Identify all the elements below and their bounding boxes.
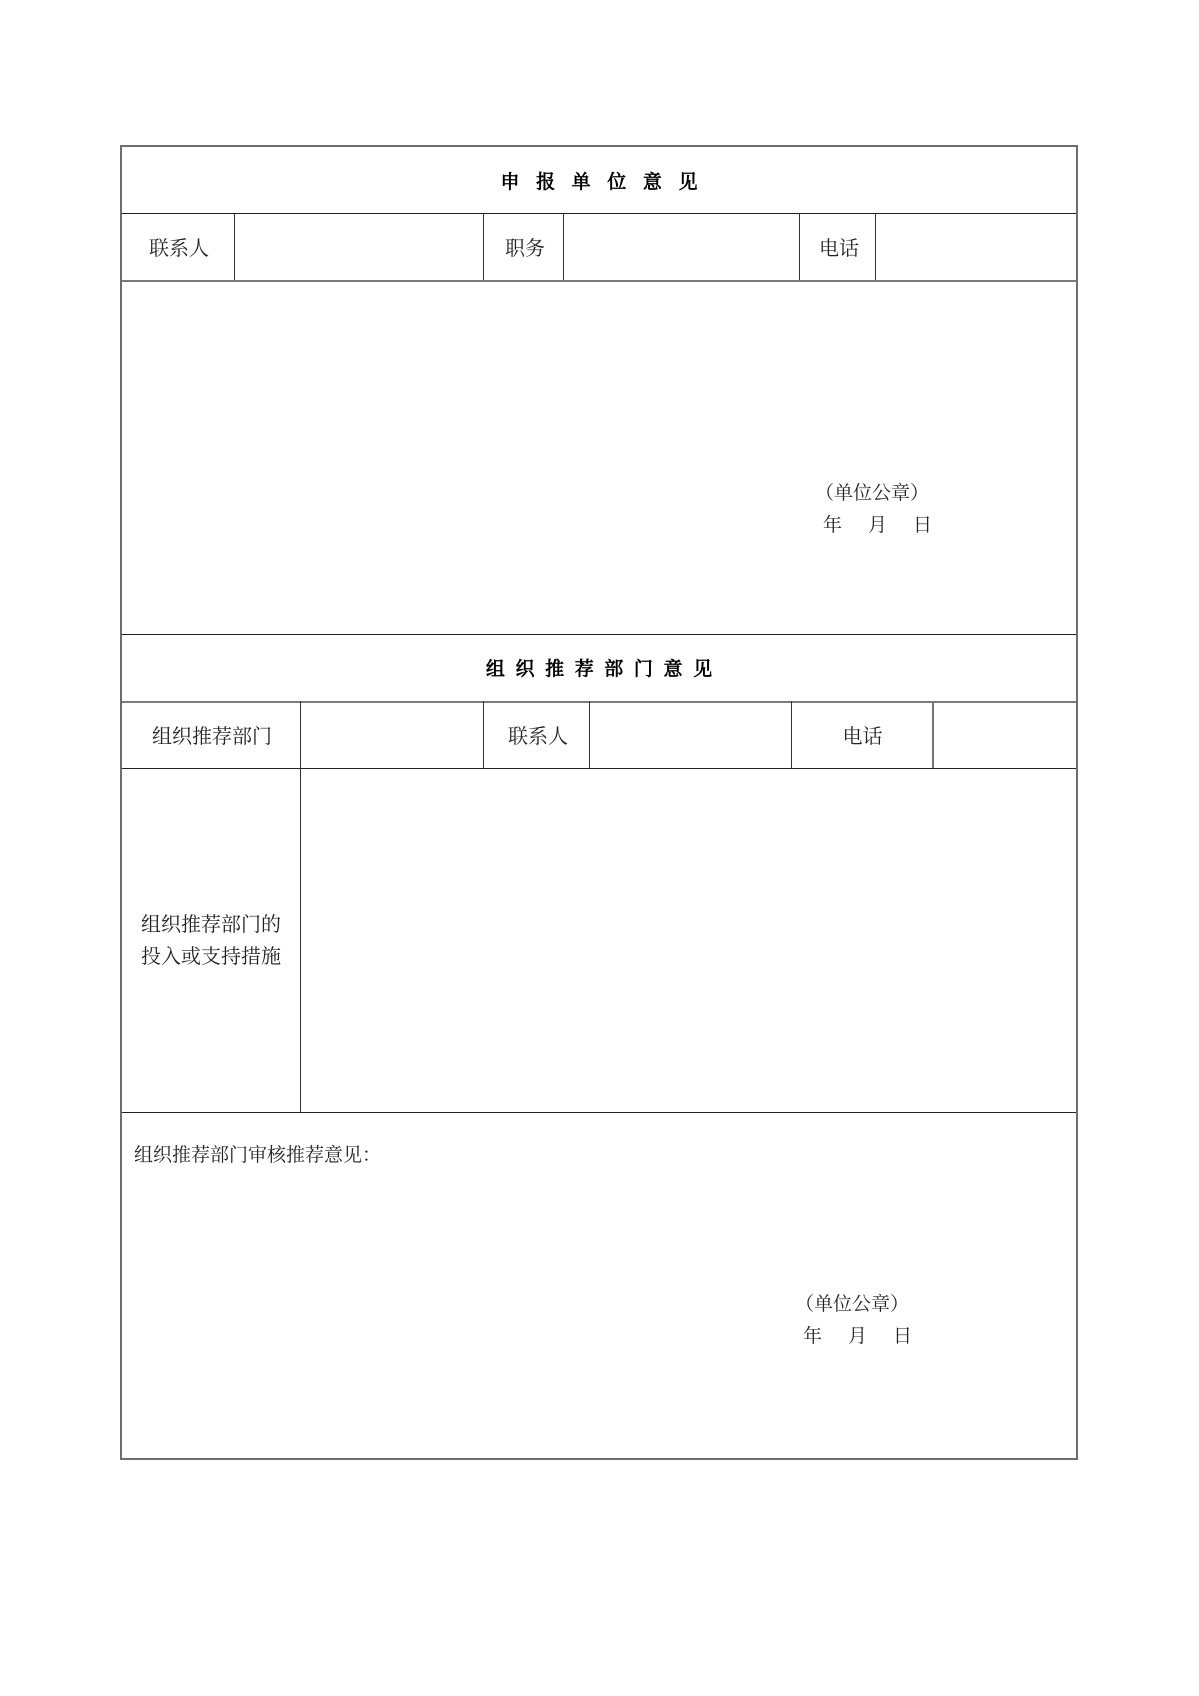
section-title-recommending-dept-opinion: 组 织 推 荐 部 门 意 见 xyxy=(485,658,713,680)
divider xyxy=(483,213,484,280)
unit-seal-label: （单位公章） xyxy=(795,1293,910,1315)
divider xyxy=(799,213,800,280)
divider xyxy=(589,701,590,768)
support-measures-field[interactable] xyxy=(302,768,1076,1112)
divider xyxy=(300,701,301,768)
stamp-block-2 xyxy=(795,1288,912,1352)
contact-label: 联系人 xyxy=(149,236,209,260)
date-day: 日 xyxy=(893,1325,913,1347)
applicant-opinion-field[interactable] xyxy=(122,282,1076,632)
divider xyxy=(234,213,235,280)
stamp-block xyxy=(815,477,932,541)
divider xyxy=(875,213,876,280)
review-opinion-field[interactable] xyxy=(122,1177,1076,1457)
date-line xyxy=(815,509,932,541)
phone-field[interactable] xyxy=(877,213,1076,280)
date-month: 月 xyxy=(848,1325,868,1347)
divider xyxy=(300,768,301,1112)
phone-label-2: 电话 xyxy=(842,724,883,748)
contact-field-2[interactable] xyxy=(591,701,793,768)
date-year: 年 xyxy=(803,1325,823,1347)
support-measures-label: 组织推荐部门的 投入或支持措施 xyxy=(141,912,281,968)
section-title-applicant-opinion: 申 报 单 位 意 见 xyxy=(500,170,698,193)
contact-label-2: 联系人 xyxy=(508,724,568,748)
date-day: 日 xyxy=(913,514,933,536)
date-line xyxy=(795,1320,912,1352)
phone-field-2[interactable] xyxy=(934,701,1076,768)
position-label: 职务 xyxy=(505,236,545,260)
dept-label: 组织推荐部门 xyxy=(152,724,272,748)
date-year: 年 xyxy=(823,514,843,536)
review-opinion-label: 组织推荐部门审核推荐意见： xyxy=(134,1144,382,1166)
divider xyxy=(563,213,564,280)
unit-seal-label: （单位公章） xyxy=(815,482,930,504)
date-month: 月 xyxy=(868,514,888,536)
dept-field[interactable] xyxy=(302,701,485,768)
contact-field[interactable] xyxy=(236,213,485,280)
divider xyxy=(791,701,792,768)
recommendation-form-table xyxy=(120,145,1078,1460)
position-field[interactable] xyxy=(565,213,801,280)
divider xyxy=(122,1112,1076,1113)
phone-label: 电话 xyxy=(819,236,859,260)
divider xyxy=(483,701,484,768)
